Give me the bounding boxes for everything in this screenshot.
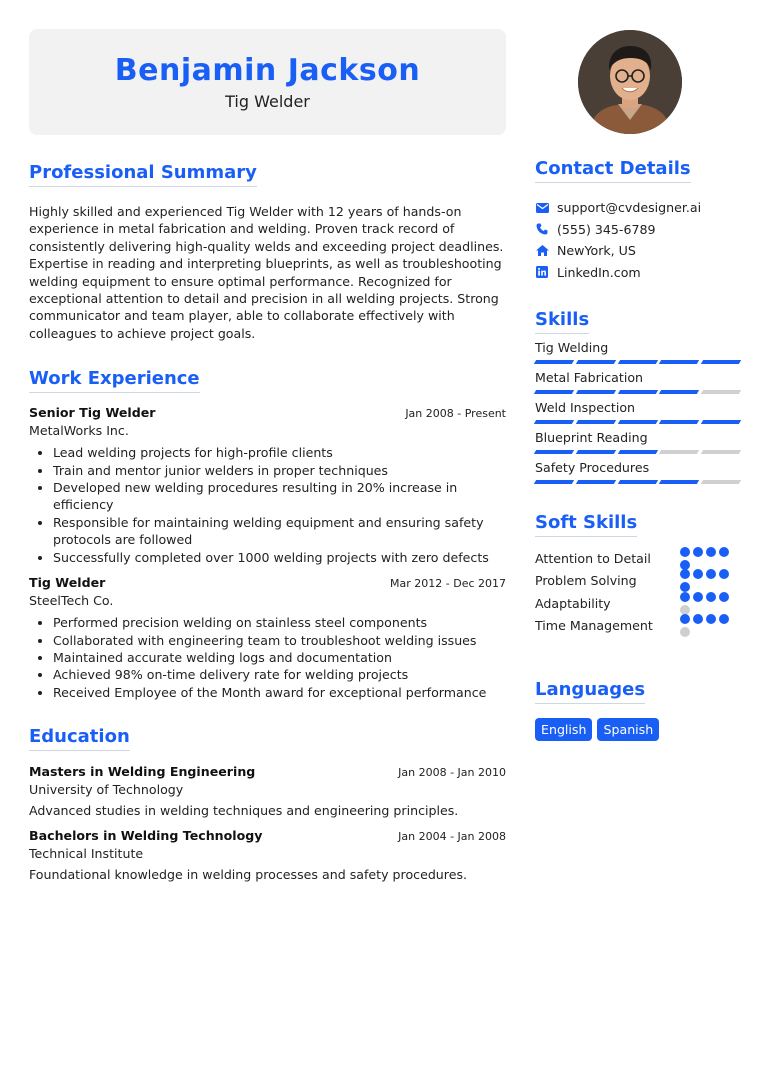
location-text: NewYork, US	[557, 243, 636, 259]
skill-name: Metal Fabrication	[535, 370, 644, 385]
skill-level-segment	[659, 450, 699, 454]
skill-level-bar	[535, 480, 740, 484]
skill-level-segment	[659, 420, 699, 424]
skill-level-segment	[701, 420, 741, 424]
soft-skill-rating	[680, 592, 740, 615]
header-box	[29, 29, 506, 135]
language-badge: Spanish	[597, 718, 659, 741]
soft-skill-name: Time Management	[535, 618, 653, 634]
job-company: MetalWorks Inc.	[29, 423, 129, 439]
language-badge: English	[535, 718, 592, 741]
skill-item	[535, 370, 740, 394]
profile-photo	[578, 30, 682, 134]
soft-skill-item	[535, 592, 740, 615]
rating-dot	[680, 592, 690, 602]
left-column	[29, 162, 506, 882]
list-item: • Successfully completed over 1000 welding projects with zero defects	[53, 549, 506, 566]
skill-level-segment	[701, 480, 741, 484]
skill-level-segment	[617, 450, 657, 454]
rating-dot	[680, 582, 690, 592]
rating-dot	[719, 547, 729, 557]
education-date: Jan 2004 - Jan 2008	[398, 830, 506, 844]
skill-level-bar	[535, 390, 740, 394]
contact-list	[535, 197, 740, 283]
rating-dot	[719, 592, 729, 602]
job-date: Jan 2008 - Present	[405, 407, 506, 421]
rating-dot	[693, 569, 703, 579]
list-item: • Lead welding projects for high-profile clients	[53, 444, 506, 461]
contact-phone[interactable]	[535, 219, 740, 241]
list-item: • Train and mentor junior welders in proper techniques	[53, 462, 506, 479]
contact-heading: Contact Details	[535, 158, 691, 183]
languages-list	[535, 718, 740, 741]
skill-level-segment	[659, 480, 699, 484]
skill-level-segment	[659, 360, 699, 364]
rating-dot	[680, 614, 690, 624]
list-item: • Achieved 98% on-time delivery rate for welding projects	[53, 666, 506, 683]
skills-heading: Skills	[535, 309, 589, 334]
skill-level-segment	[534, 450, 574, 454]
skill-name: Weld Inspection	[535, 400, 636, 415]
education-entry	[29, 764, 506, 818]
rating-dot	[706, 592, 716, 602]
skill-level-segment	[576, 420, 616, 424]
skill-name: Blueprint Reading	[535, 430, 648, 445]
rating-dot	[693, 547, 703, 557]
rating-dot	[680, 569, 690, 579]
email-text: support@cvdesigner.ai	[557, 200, 702, 216]
skill-level-bar	[535, 450, 740, 454]
rating-dot	[680, 605, 690, 615]
candidate-name: Benjamin Jackson	[114, 53, 421, 88]
education-description: Foundational knowledge in welding processes and safety procedures.	[29, 867, 468, 883]
job-role: Tig Welder	[29, 575, 106, 591]
skill-name: Tig Welding	[535, 340, 609, 355]
skill-level-segment	[701, 390, 741, 394]
education-description: Advanced studies in welding techniques and engineering principles.	[29, 803, 459, 819]
education-school: University of Technology	[29, 782, 184, 798]
linkedin-text: LinkedIn.com	[557, 264, 641, 280]
candidate-title: Tig Welder	[225, 92, 310, 111]
list-item: • Collaborated with engineering team to troubleshoot welding issues	[53, 632, 506, 649]
education-date: Jan 2008 - Jan 2010	[398, 766, 506, 780]
rating-dot	[706, 569, 716, 579]
skill-item	[535, 430, 740, 454]
rating-dot	[680, 627, 690, 637]
phone-text: (555) 345-6789	[557, 221, 656, 237]
education-degree: Bachelors in Welding Technology	[29, 828, 263, 844]
list-item: • Received Employee of the Month award for exceptional performance	[53, 684, 506, 701]
rating-dot	[706, 614, 716, 624]
job-company: SteelTech Co.	[29, 593, 114, 609]
soft-skill-rating	[680, 614, 740, 637]
skill-level-segment	[617, 480, 657, 484]
rating-dot	[693, 592, 703, 602]
skills-list	[535, 340, 740, 484]
soft-skill-name: Attention to Detail	[535, 550, 651, 566]
skill-level-segment	[617, 360, 657, 364]
contact-location	[535, 240, 740, 262]
linkedin-icon	[535, 265, 549, 279]
skill-level-segment	[576, 450, 616, 454]
skill-level-segment	[534, 420, 574, 424]
education-school: Technical Institute	[29, 846, 144, 862]
skill-level-bar	[535, 360, 740, 364]
job-role: Senior Tig Welder	[29, 405, 156, 421]
skill-level-segment	[534, 360, 574, 364]
list-item: • Developed new welding procedures resulting in 20% increase in efficiency	[53, 479, 506, 514]
skill-item	[535, 460, 740, 484]
skill-item	[535, 400, 740, 424]
contact-linkedin[interactable]	[535, 262, 740, 284]
rating-dot	[706, 547, 716, 557]
job-bullets	[29, 614, 506, 701]
skill-level-segment	[701, 360, 741, 364]
profile-photo-illustration	[578, 30, 682, 134]
list-item: • Responsible for maintaining welding equipment and ensuring safety protocols are followed	[53, 514, 506, 549]
skill-level-segment	[534, 390, 574, 394]
skill-item	[535, 340, 740, 364]
education-entry	[29, 828, 506, 882]
right-column	[535, 158, 740, 741]
soft-skill-item	[535, 547, 740, 570]
soft-skill-rating	[680, 569, 740, 592]
job-entry	[29, 575, 506, 701]
languages-heading: Languages	[535, 679, 645, 704]
skill-level-segment	[534, 480, 574, 484]
skill-level-segment	[617, 390, 657, 394]
list-item: • Maintained accurate welding logs and documentation	[53, 649, 506, 666]
contact-email[interactable]	[535, 197, 740, 219]
skill-level-segment	[617, 420, 657, 424]
skill-level-segment	[659, 390, 699, 394]
education-heading: Education	[29, 726, 130, 751]
soft-skill-name: Problem Solving	[535, 573, 637, 589]
rating-dot	[693, 614, 703, 624]
summary-text: Highly skilled and experienced Tig Welder with 12 years of hands-on experience in metal fabrication and welding. Proven track record of consistently delivering high-quality welds and exceeding project deadlines. Expertise in reading and interpreting blueprints, as well as troubleshooting welding equipment to ensure optimal performance. Recognized for exceptional attention to detail and precision in all welding projects. Strong communicator and team player, able to collaborate effectively with colleagues to achieve project goals.	[29, 204, 504, 341]
experience-heading: Work Experience	[29, 368, 200, 393]
rating-dot	[680, 560, 690, 570]
soft-skill-item	[535, 570, 740, 593]
skill-level-segment	[701, 450, 741, 454]
skill-level-bar	[535, 420, 740, 424]
rating-dot	[719, 569, 729, 579]
skill-level-segment	[576, 480, 616, 484]
summary-heading: Professional Summary	[29, 162, 257, 187]
soft-skills-heading: Soft Skills	[535, 512, 637, 537]
job-entry	[29, 405, 506, 566]
skill-level-segment	[576, 390, 616, 394]
envelope-icon	[535, 201, 549, 215]
job-bullets	[29, 444, 506, 566]
home-icon	[535, 244, 549, 258]
rating-dot	[680, 547, 690, 557]
skill-level-segment	[576, 360, 616, 364]
skill-name: Safety Procedures	[535, 460, 650, 475]
education-degree: Masters in Welding Engineering	[29, 764, 256, 780]
soft-skill-name: Adaptability	[535, 595, 611, 611]
soft-skills-list	[535, 547, 740, 637]
phone-icon	[535, 222, 549, 236]
soft-skill-item	[535, 615, 740, 638]
rating-dot	[719, 614, 729, 624]
job-date: Mar 2012 - Dec 2017	[390, 577, 506, 591]
soft-skill-rating	[680, 547, 740, 570]
list-item: • Performed precision welding on stainless steel components	[53, 614, 506, 631]
